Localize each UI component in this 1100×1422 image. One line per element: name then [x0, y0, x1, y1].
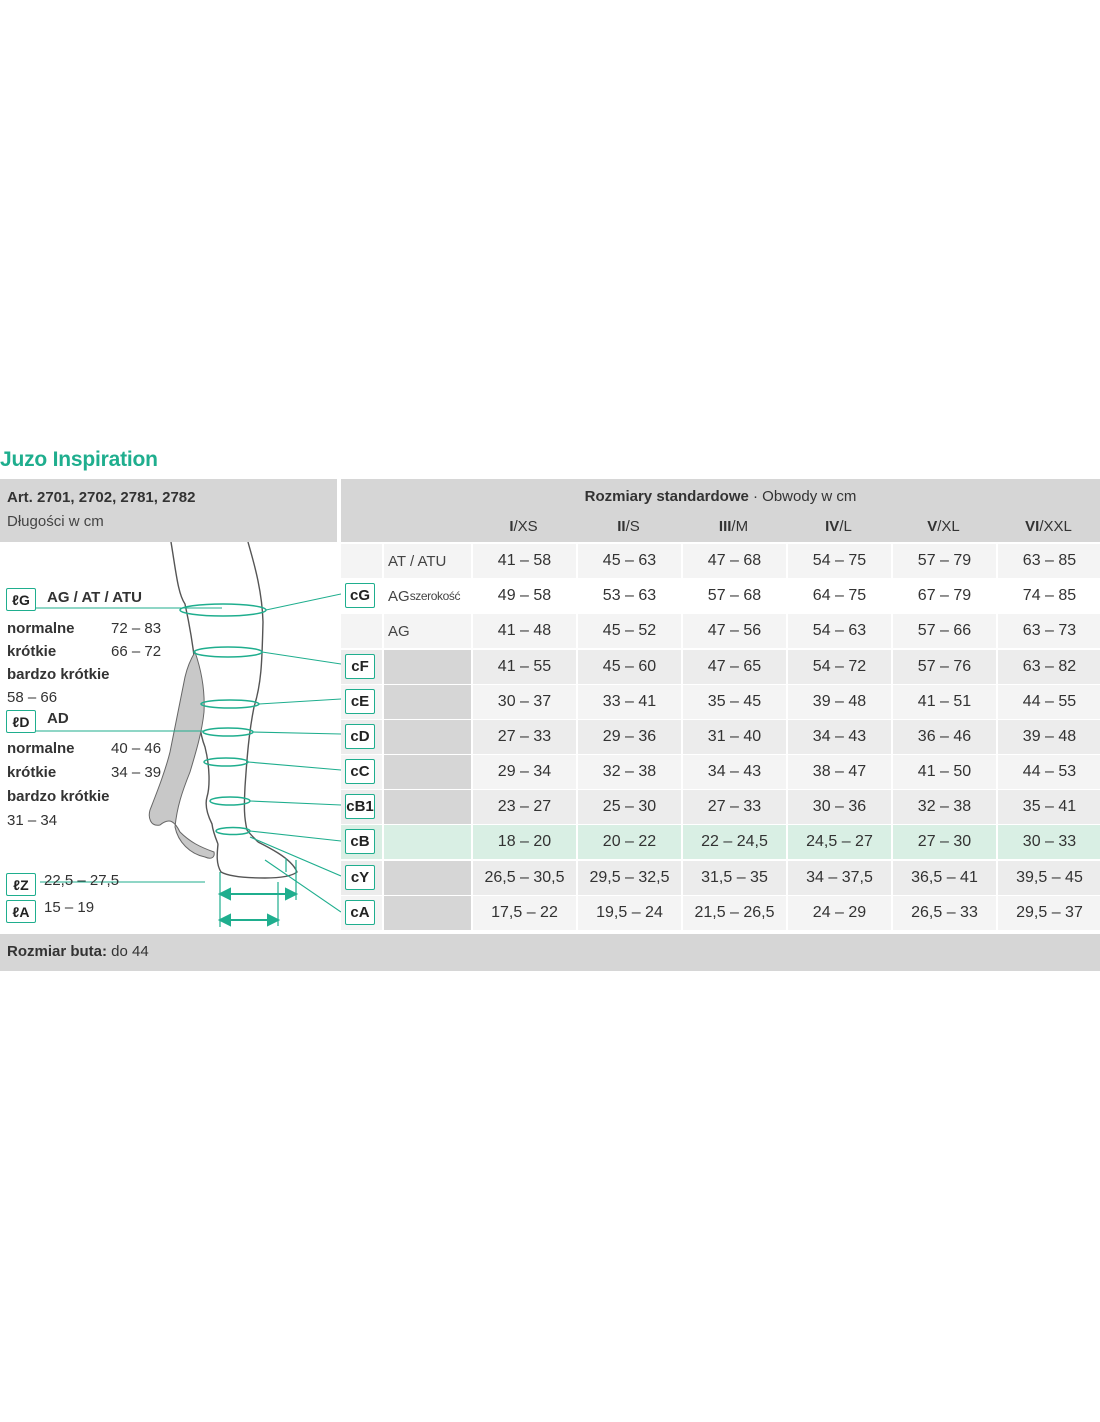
size-value-cell: 54 – 72 [786, 650, 891, 684]
size-value-cell: 30 – 33 [996, 825, 1100, 859]
table-row [341, 861, 1100, 895]
pa-value: 15 – 19 [44, 899, 95, 916]
size-value-cell: 41 – 50 [891, 755, 996, 789]
size-value-cell: 41 – 58 [471, 544, 576, 578]
size-value-cell: 47 – 65 [681, 650, 786, 684]
size-header-label: /S [625, 518, 640, 535]
table-row [341, 544, 1100, 578]
pd-vshort-label: bardzo krótkie [7, 788, 110, 805]
footer-bar [0, 934, 1100, 971]
size-value-cell: 23 – 27 [471, 790, 576, 824]
pg-normal-label: normalne [7, 620, 75, 637]
table-row [341, 825, 1100, 859]
size-header-number: VI [1025, 518, 1040, 535]
measure-code-cY: cY [345, 865, 375, 890]
shoe-size-value: do 44 [107, 943, 149, 960]
sizes-caption-rest: · Obwody w cm [748, 488, 857, 505]
size-value-cell: 24 – 29 [786, 896, 891, 930]
size-value-cell: 31,5 – 35 [681, 861, 786, 895]
size-value-cell: 31 – 40 [681, 720, 786, 754]
size-value-cell: 27 – 33 [471, 720, 576, 754]
size-value-cell: 63 – 82 [996, 650, 1100, 684]
size-value-cell: 54 – 75 [786, 544, 891, 578]
size-value-cell: 19,5 – 24 [576, 896, 681, 930]
size-value-cell: 47 – 56 [681, 614, 786, 648]
ring-d [203, 728, 253, 736]
size-value-cell: 22 – 24,5 [681, 825, 786, 859]
size-value-cell: 21,5 – 26,5 [681, 896, 786, 930]
size-value-cell: 53 – 63 [576, 579, 681, 613]
article-numbers: Art. 2701, 2702, 2781, 2782 [7, 489, 196, 506]
pa-code: ℓA [6, 900, 36, 923]
ring-b [216, 828, 250, 835]
product-title: Juzo Inspiration [0, 448, 158, 471]
size-header-label: /XS [513, 518, 538, 535]
size-value-cell: 57 – 68 [681, 579, 786, 613]
size-value-cell: 57 – 79 [891, 544, 996, 578]
ring-e [201, 700, 259, 708]
foot-outline [217, 842, 297, 878]
pg-normal-value: 72 – 83 [111, 620, 162, 637]
sizes-caption-bold: Rozmiary standardowe [584, 488, 749, 505]
size-value-cell: 64 – 75 [786, 579, 891, 613]
size-value-cell: 20 – 22 [576, 825, 681, 859]
size-header-number: II [617, 518, 626, 535]
size-header-number: III [718, 518, 732, 535]
size-value-cell: 29 – 36 [576, 720, 681, 754]
size-value-cell: 36,5 – 41 [891, 861, 996, 895]
pg-vshort-label: bardzo krótkie [7, 666, 110, 683]
pg-vshort-value: 58 – 66 [7, 689, 58, 706]
table-row [341, 685, 1100, 719]
size-value-cell: 27 – 30 [891, 825, 996, 859]
row-label-text: AG [388, 622, 410, 640]
size-header-label: /L [839, 518, 852, 535]
table-row [341, 579, 1100, 613]
row-label-cell [382, 755, 472, 789]
size-value-cell: 57 – 76 [891, 650, 996, 684]
size-header-number: I [509, 518, 514, 535]
pg-label: AG / AT / ATU [47, 589, 142, 606]
table-row [341, 896, 1100, 930]
measure-code-cD: cD [345, 724, 375, 749]
size-value-cell: 34 – 43 [681, 755, 786, 789]
size-value-cell: 45 – 52 [576, 614, 681, 648]
table-row [341, 650, 1100, 684]
size-value-cell: 57 – 66 [891, 614, 996, 648]
size-header [891, 518, 996, 535]
pz-code: ℓZ [6, 873, 36, 896]
row-label-text: AG [388, 587, 410, 605]
row-label-text: AT / ATU [388, 552, 447, 570]
size-value-cell: 32 – 38 [891, 790, 996, 824]
shoe-size [7, 943, 149, 960]
size-value-cell: 25 – 30 [576, 790, 681, 824]
table-row [341, 755, 1100, 789]
row-label-cell [382, 861, 472, 895]
table-row [341, 790, 1100, 824]
size-header-label: /M [731, 518, 749, 535]
size-value-cell: 33 – 41 [576, 685, 681, 719]
size-value-cell: 39,5 – 45 [996, 861, 1100, 895]
pd-normal-label: normalne [7, 740, 75, 757]
measure-code-cG: cG [345, 583, 375, 608]
pg-code: ℓG [6, 588, 36, 611]
size-value-cell: 18 – 20 [471, 825, 576, 859]
size-value-cell: 29 – 34 [471, 755, 576, 789]
size-value-cell: 36 – 46 [891, 720, 996, 754]
sizes-caption [341, 488, 1100, 505]
shoe-size-label: Rozmiar buta: [7, 943, 108, 960]
size-value-cell: 49 – 58 [471, 579, 576, 613]
measure-code-cC: cC [345, 759, 375, 784]
pg-short-label: krótkie [7, 643, 57, 660]
row-label [384, 544, 470, 578]
measure-code-cF: cF [345, 654, 375, 679]
row-label-cell [382, 896, 472, 930]
pd-short-label: krótkie [7, 764, 57, 781]
size-header-label: /XXL [1039, 518, 1072, 535]
size-value-cell: 47 – 68 [681, 544, 786, 578]
size-value-cell: 35 – 45 [681, 685, 786, 719]
size-header [786, 518, 891, 535]
pd-normal-value: 40 – 46 [111, 740, 162, 757]
size-header-number: IV [825, 518, 840, 535]
size-value-cell: 45 – 63 [576, 544, 681, 578]
pd-label: AD [47, 710, 69, 727]
row-label-cell [382, 650, 472, 684]
row-label-cell [382, 685, 472, 719]
size-value-cell: 67 – 79 [891, 579, 996, 613]
pd-short-value: 34 – 39 [111, 764, 162, 781]
size-value-cell: 35 – 41 [996, 790, 1100, 824]
size-header [471, 518, 576, 535]
ring-g [180, 604, 266, 616]
row-label-cell [382, 790, 472, 824]
table-row [341, 720, 1100, 754]
size-value-cell: 39 – 48 [996, 720, 1100, 754]
measure-code-cE: cE [345, 689, 375, 714]
size-header-number: V [927, 518, 938, 535]
size-value-cell: 27 – 33 [681, 790, 786, 824]
size-value-cell: 41 – 51 [891, 685, 996, 719]
measure-code-cB1: cB1 [345, 794, 375, 819]
row-label [384, 579, 470, 613]
pd-code: ℓD [6, 710, 36, 733]
size-value-cell: 32 – 38 [576, 755, 681, 789]
row-label-small: szerokość [409, 589, 461, 603]
size-value-cell: 17,5 – 22 [471, 896, 576, 930]
size-value-cell: 39 – 48 [786, 685, 891, 719]
size-value-cell: 44 – 53 [996, 755, 1100, 789]
size-value-cell: 41 – 48 [471, 614, 576, 648]
ring-c [204, 758, 248, 766]
size-value-cell: 26,5 – 30,5 [471, 861, 576, 895]
size-value-cell: 63 – 85 [996, 544, 1100, 578]
measure-code-cA: cA [345, 900, 375, 925]
size-value-cell: 34 – 43 [786, 720, 891, 754]
ring-f [194, 647, 262, 657]
size-value-cell: 74 – 85 [996, 579, 1100, 613]
pg-short-value: 66 – 72 [111, 643, 162, 660]
size-value-cell: 41 – 55 [471, 650, 576, 684]
row-label-cell [382, 825, 472, 859]
lengths-caption: Długości w cm [7, 513, 104, 530]
size-value-cell: 30 – 37 [471, 685, 576, 719]
size-value-cell: 38 – 47 [786, 755, 891, 789]
size-header-label: /XL [937, 518, 960, 535]
size-value-cell: 24,5 – 27 [786, 825, 891, 859]
row-label [384, 614, 470, 648]
size-value-cell: 30 – 36 [786, 790, 891, 824]
size-value-cell: 63 – 73 [996, 614, 1100, 648]
pz-value: 22,5 – 27,5 [44, 872, 120, 889]
size-value-cell: 45 – 60 [576, 650, 681, 684]
size-value-cell: 29,5 – 32,5 [576, 861, 681, 895]
size-value-cell: 54 – 63 [786, 614, 891, 648]
size-value-cell: 44 – 55 [996, 685, 1100, 719]
size-header [576, 518, 681, 535]
table-row [341, 614, 1100, 648]
pd-vshort-value: 31 – 34 [7, 812, 58, 829]
size-value-cell: 26,5 – 33 [891, 896, 996, 930]
size-value-cell: 34 – 37,5 [786, 861, 891, 895]
size-header [996, 518, 1100, 535]
leg-outline-back [244, 542, 263, 842]
size-header [681, 518, 786, 535]
row-label-cell [382, 720, 472, 754]
size-value-cell: 29,5 – 37 [996, 896, 1100, 930]
measure-code-cB: cB [345, 829, 375, 854]
